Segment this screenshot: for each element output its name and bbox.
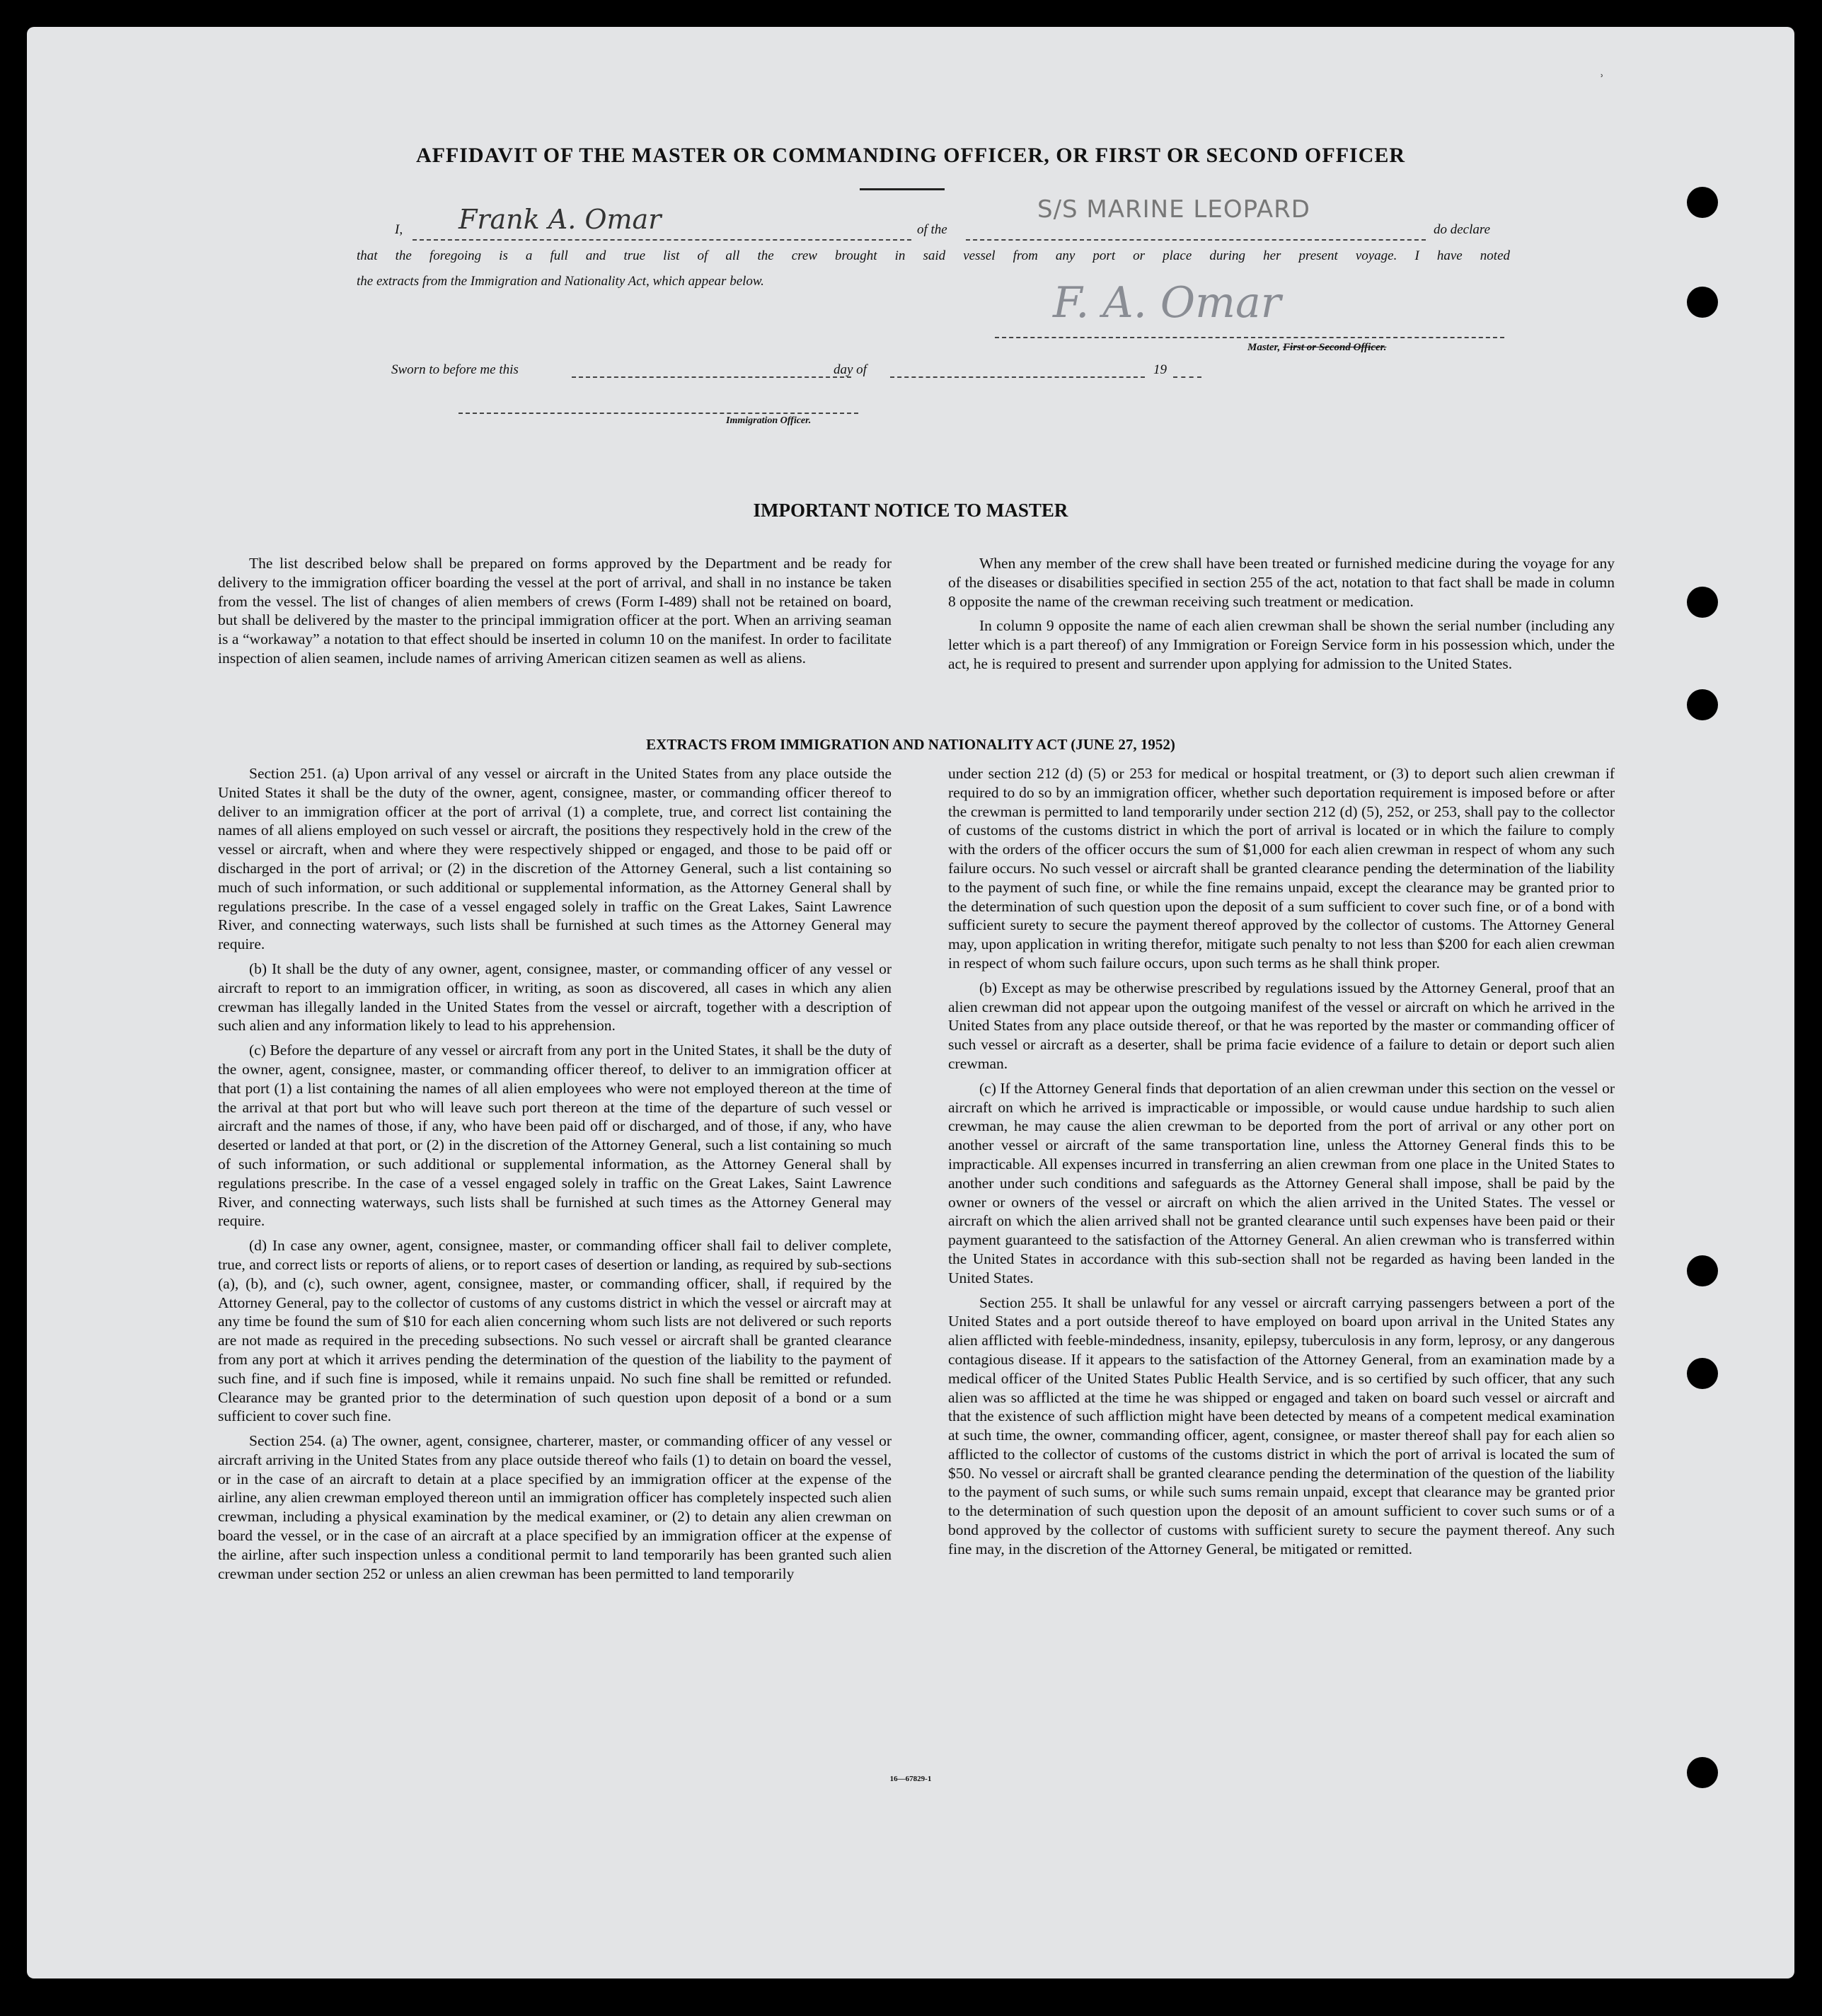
punch-hole (1687, 587, 1718, 618)
vessel-name-line (966, 239, 1426, 241)
statement-line-2: the extracts from the Immigration and Nationality Act, which appear below. (357, 274, 764, 289)
extract-paragraph: under section 212 (d) (5) or 253 for medical or hospital treatment, or (3) to deport such alien crewman if required to do so by an immigration officer, whether such deportation requirement is imposed before or after the crewman is permitted to land temporarily under section 212 (d) (5), 252, or 253, shall pay to the collector of customs of the customs district in which the port of arrival is located or in which the failure to comply with the orders of the officer occurs the sum of $1,000 for each alien crewman in respect of whom any such failure occurs. No such vessel or aircraft shall be granted clearance pending the determination of the liability to the payment of such fine, or while the fine remains unpaid, except the clearance may be granted prior to the determination of such question upon the deposit of a sum sufficient to cover such fine, or of a bond with sufficient surety to secure the payment thereof approved by the collector of customs. The Attorney General may, upon application in writing therefor, mitigate such penalty to not less than $200 for each alien crewman in respect of whom such failure occurs, upon such terms as he shall think proper. (948, 765, 1615, 972)
punch-hole (1687, 1358, 1718, 1389)
year-label: 19 (1153, 362, 1167, 377)
struck-officer-label: First or Second Officer. (1283, 342, 1387, 353)
punch-hole (1687, 187, 1718, 218)
i-label: I, (395, 222, 403, 237)
sworn-label: Sworn to before me this (391, 362, 519, 377)
signature-line (995, 337, 1504, 338)
extract-paragraph: (b) Except as may be otherwise prescribed by regulations issued by the Attorney General, proof that an alien crewman did not appear upon the outgoing manifest of the vessel or aircraft on which he arrived in the United States from any place outside thereof, or that he was reported by the master or commanding officer of such vessel or aircraft as a deserter, shall be prima facie evidence of a failure to detain or deport such alien crewman. (948, 979, 1615, 1072)
immigration-officer-label: Immigration Officer. (726, 415, 812, 426)
notice-left-text: The list described below shall be prepared on forms approved by the Department and be ready for delivery to the immigration officer boarding the vessel at the port of arrival, and shall in no instance be taken from the vessel. The list of changes of alien members of crews (Form I-489) shall not be retained on board, but shall be delivered by the master to the principal immigration officer at the port. When an arriving seaman is a “workaway” a notation to that effect should be inserted in column 10 on the manifest. In order to facilitate inspection of alien seamen, include names of arriving American citizen seamen as well as aliens. (218, 555, 892, 667)
punch-hole (1687, 287, 1718, 318)
extract-paragraph: Section 255. It shall be unlawful for any vessel or aircraft carrying passengers between a port of the United States and a port outside thereof to have employed on board upon arrival in the United States any alien afflicted with feeble-mindedness, insanity, epilepsy, tuberculosis in any form, leprosy, or any dangerous contagious disease. If it appears to the satisfaction of the Attorney General, from an examination made by a medical officer of the United States Public Health Service, and is so certified by such officer, that any such alien was so afflicted at the time he was shipped or engaged and taken on board such vessel or aircraft and that the existence of such affliction might have been detected by means of a competent medical examination at such time, the owner, commanding officer, agent, consignee, or master thereof shall pay for each alien so afflicted to the collector of customs of the customs district in which the port of arrival is located the sum of $50. No vessel or aircraft shall be granted clearance pending the determination of the question of the liability to the payment of such sums, or while such sums remain unpaid, except that clearance may be granted prior to the determination of such question upon the deposit of an amount sufficient to cover such sums or of a bond approved by the collector of customs with sufficient surety to secure the payment thereof. Any such fine may, in the discretion of the Attorney General, be mitigated or remitted. (948, 1294, 1615, 1557)
extract-paragraph: (d) In case any owner, agent, consignee, master, or commanding officer shall fail to deliver complete, true, and correct lists or reports of aliens, or to report cases of desertion or landing, as required by sub-sections (a), (b), and (c), such owner, agent, consignee, master, or commanding officer, shall, if required by the Attorney General, pay to the collector of customs of any customs district in which the vessel or aircraft may at any time be found the sum of $10 for each alien concerning whom such lists are not delivered or such reports are not made as required in the preceding subsections. No such vessel or aircraft shall be granted clearance from any port at which it arrives pending the determination of the question of the liability to the payment of such fine, and if such fine is imposed, while it remains unpaid. No such fine shall be remitted or refunded. Clearance may be granted prior to the determination of such question upon deposit of a bond or a sum sufficient to cover such fine. (218, 1237, 892, 1425)
do-declare-label: do declare (1434, 222, 1491, 237)
statement-line-1: that the foregoing is a full and true list of all the crew brought in said vessel from any port or place during her present voyage. I have noted (357, 248, 1510, 263)
notice-title: IMPORTANT NOTICE TO MASTER (753, 500, 1068, 521)
punch-hole (1687, 1757, 1718, 1788)
extract-paragraph: (c) If the Attorney General finds that deportation of an alien crewman under this section on the vessel or aircraft on which he arrived is impracticable or impossible, or would cause undue hardship to such alien crewman, he may cause the alien crewman to be deported from the port of arrival or any other port on another vessel or aircraft of the same transportation line, unless the Attorney General finds this to be impracticable. All expenses incurred in transferring an alien crewman from one place in the United States to another under such conditions and safeguards as the Attorney General shall impose, shall be paid by the owner or owners of the vessel or aircraft on which the alien arrived in the United States. The vessel or aircraft on which the alien arrived shall not be granted clearance until such expenses have been paid or their payment guaranteed to the satisfaction of the Attorney General. An alien crewman who is transferred within the United States in accordance with this sub-section shall not be regarded as having been landed in the United States. (948, 1079, 1615, 1286)
master-label-group (1247, 342, 1386, 354)
sworn-year-line (1173, 376, 1201, 378)
notice-right-text-1: When any member of the crew shall have been treated or furnished medicine during the voyage for any of the diseases or disabilities specified in section 255 of the act, notation to that fact shall be made in column 8 opposite the name of the crewman receiving such treatment or medication. (948, 555, 1615, 610)
extracts-title: EXTRACTS FROM IMMIGRATION AND NATIONALITY ACT (JUNE 27, 1952) (646, 736, 1175, 753)
extract-paragraph: Section 254. (a) The owner, agent, consignee, charterer, master, or commanding officer of any vessel or aircraft arriving in the United States from any place outside thereof who fails (1) to detain on board the vessel, or in the case of an aircraft to detain at a place specified by an immigration officer at the expense of the airline, any alien crewman employed thereon until an immigration officer has completely inspected such alien crewman, including a physical examination by the medical examiner, or (2) to detain any alien crewman on board the vessel, or in the case of an aircraft at a place specified by an immigration officer at the expense of the airline, after such inspection unless a conditional permit to land temporarily has been granted such alien crewman under section 252 or unless an alien crewman has been permitted to land temporarily (218, 1432, 892, 1582)
day-of-label: day of (834, 362, 867, 377)
notice-right-text-2: In column 9 opposite the name of each alien crewman shall be shown the serial number (including any letter which is a part thereof) of any Immigration or Foreign Service form in his possession which, under the act, he is required to present and surrender upon applying for admission to the United States. (948, 617, 1615, 672)
signer-name: Frank A. Omar (459, 204, 662, 235)
master-label: Master, (1247, 342, 1281, 353)
extract-paragraph: Section 251. (a) Upon arrival of any vessel or aircraft in the United States from any place outside the United States it shall be the duty of the owner, agent, consignee, master, or commanding officer thereof to deliver to an immigration officer at the port of arrival (1) a complete, true, and correct list containing the names of all aliens employed on such vessel or aircraft, the positions they respectively hold in the crew of the vessel or aircraft, when and where they were respectively shipped or engaged, and those to be paid off or discharged in the port of arrival; or (2) in the discretion of the Attorney General, such a list containing so much of such information, or such additional or supplemental information, as the Attorney General shall by regulations prescribe. In the case of a vessel engaged solely in traffic on the Great Lakes, Saint Lawrence River, and connecting waterways, such lists shall be furnished at such times as the Attorney General may require. (218, 765, 892, 953)
signer-name-line (413, 239, 911, 241)
extract-paragraph: (c) Before the departure of any vessel or aircraft from any port in the United States, it shall be the duty of the owner, agent, consignee, master, or commanding officer thereof, to deliver to an immigration officer at that port (1) a list containing the names of all alien employees who were not employed thereon at the time of the arrival at that port but who will leave such port thereon at the time of the departure of such vessel or aircraft and the names of those, if any, who have been paid off or discharged, and of those, if any, who have deserted or landed at that port, or (2) in the discretion of the Attorney General, such a list containing so much of such information, or such additional or supplemental information, as the Attorney General shall by regulations prescribe. In the case of a vessel engaged solely in traffic on the Great Lakes, Saint Lawrence River, and connecting waterways, such lists shall be furnished at such times as the Attorney General may require. (218, 1042, 892, 1230)
punch-hole (1687, 689, 1718, 720)
sworn-date-line (572, 376, 851, 378)
notice-right (948, 554, 1615, 679)
extracts-right-column (948, 764, 1615, 1565)
master-signature: F. A. Omar (1053, 278, 1281, 328)
form-code: 16—67829-1 (889, 1775, 932, 1783)
title-rule (860, 188, 945, 190)
notice-left (218, 554, 892, 674)
sworn-month-line (890, 376, 1145, 378)
extract-paragraph: (b) It shall be the duty of any owner, agent, consignee, master, or commanding officer of any vessel or aircraft to report to an immigration officer, in writing, as soon as discovered, all cases in which any alien crewman has illegally landed in the United States from the vessel or aircraft, together with a description of such alien and any information likely to lead to his apprehension. (218, 960, 892, 1035)
corner-mark: ˒ (1599, 64, 1605, 81)
immigration-officer-line (459, 413, 858, 414)
extracts-left-column (218, 764, 892, 1589)
affidavit-title: AFFIDAVIT OF THE MASTER OR COMMANDING OFFICER, OR FIRST OR SECOND OFFICER (415, 144, 1406, 167)
punch-hole (1687, 1255, 1718, 1286)
of-the-label: of the (917, 222, 947, 237)
vessel-name: S/S MARINE LEOPARD (1037, 195, 1310, 224)
document-page (27, 27, 1794, 1978)
